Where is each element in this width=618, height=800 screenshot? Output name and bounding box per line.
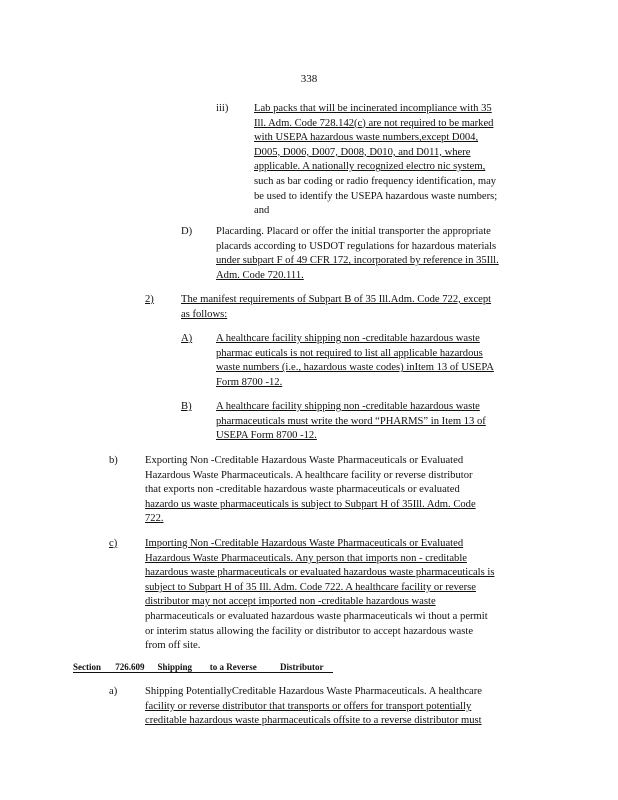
section-title-part: Shipping — [157, 662, 193, 672]
text-line: A healthcare facility shipping non -creditable hazardous waste — [216, 401, 480, 412]
section-rule — [73, 672, 333, 673]
item-a-text — [145, 685, 529, 729]
section-number: 726.609 — [115, 662, 145, 672]
text-line: applicable. A nationally recognized electro nic system, — [254, 161, 486, 173]
text-line: Ill. Adm. Code 728.142(c) are not required to be marked — [254, 117, 494, 129]
text-line: or interim status allowing the facility or distributor to accept hazardous waste — [145, 625, 474, 637]
text-line: pharmaceuticals must write the word “PHARMS” in Item 13 of — [216, 415, 486, 427]
text-line: creditable hazardous waste pharmaceuticals offsite to a reverse distributor must — [145, 715, 482, 727]
text-line: from off site. — [145, 640, 201, 652]
text-line: under subpart F of 49 CFR 172, incorporated by reference in 35Ill. — [216, 255, 499, 267]
text-line: as follows: — [181, 308, 228, 320]
item-c-text — [145, 537, 543, 654]
text-line: D005, D006, D007, D008, D010, and D011, where — [254, 146, 471, 158]
text-line: Exporting Non -Creditable Hazardous Waste Pharmaceuticals or Evaluated — [145, 455, 464, 466]
section-word: Section — [73, 662, 101, 672]
text-line: be used to identify the USEPA hazardous waste numbers; — [254, 190, 498, 202]
text-line: The manifest requirements of Subpart B of 35 Ill.Adm. Code 722, except — [181, 294, 492, 305]
section-title-part: to a Reverse — [209, 662, 257, 672]
text-line: facility or reverse distributor that transports or offers for transport potentially — [145, 700, 472, 712]
item-A-text — [216, 332, 528, 390]
item-label-a: a) — [109, 686, 118, 697]
text-line: Hazardous Waste Pharmaceuticals. Any person that imports non - creditable — [145, 552, 467, 564]
text-line: such as bar coding or radio frequency identification, may — [254, 175, 497, 187]
item-label-B: B) — [181, 401, 192, 412]
item-b-text — [145, 454, 521, 527]
text-line: Importing Non -Creditable Hazardous Waste Pharmaceuticals or Evaluated — [145, 538, 464, 549]
text-line: and — [254, 205, 270, 217]
text-line: distributor may not accept imported non -creditable hazardous waste — [145, 596, 436, 608]
text-line: 722. — [145, 513, 164, 525]
item-2-text — [181, 293, 531, 322]
item-B-text — [216, 400, 528, 444]
text-line: that exports non -creditable hazardous waste pharmaceuticals or evaluated — [145, 484, 460, 496]
item-iii-text — [254, 102, 526, 219]
page-number: 338 — [300, 73, 318, 85]
item-label-c: c) — [109, 538, 118, 549]
text-line: Lab packs that will be incinerated incompliance with 35 — [254, 103, 492, 114]
item-label-A: A) — [181, 333, 193, 344]
text-line: subject to Subpart H of 35 Ill. Adm. Code 722. A healthcare facility or reverse — [145, 581, 476, 593]
text-line: Shipping PotentiallyCreditable Hazardous Waste Pharmaceuticals. A healthcare — [145, 686, 482, 697]
item-label-2: 2) — [145, 294, 154, 305]
item-label-D: D) — [181, 226, 193, 237]
section-title-part: Distributor — [280, 662, 324, 672]
item-label-b: b) — [109, 455, 118, 466]
text-line: Hazardous Waste Pharmaceuticals. A healthcare facility or reverse distributor — [145, 469, 473, 481]
item-label-iii: iii) — [216, 103, 229, 114]
text-line: with USEPA hazardous waste numbers,except D004, — [254, 132, 479, 144]
text-line: placards according to USDOT regulations for hazardous materials — [216, 240, 497, 252]
item-D-text — [216, 225, 528, 283]
text-line: Form 8700 -12. — [216, 376, 283, 388]
text-line: hazardous waste pharmaceuticals or evaluated hazardous waste pharmaceuticals is — [145, 567, 495, 579]
text-line: Placarding. Placard or offer the initial transporter the appropriate — [216, 226, 491, 237]
text-line: USEPA Form 8700 -12. — [216, 430, 317, 442]
text-line: pharmac euticals is not required to list all applicable hazardous — [216, 347, 483, 359]
text-line: A healthcare facility shipping non -creditable hazardous waste — [216, 333, 480, 344]
text-line: Adm. Code 720.111. — [216, 269, 304, 281]
text-line: waste numbers (i.e., hazardous waste codes) inItem 13 of USEPA — [216, 362, 494, 374]
text-line: hazardo us waste pharmaceuticals is subject to Subpart H of 35Ill. Adm. Code — [145, 498, 476, 510]
text-line: pharmaceuticals or evaluated hazardous waste pharmaceuticals wi thout a permit — [145, 610, 488, 622]
